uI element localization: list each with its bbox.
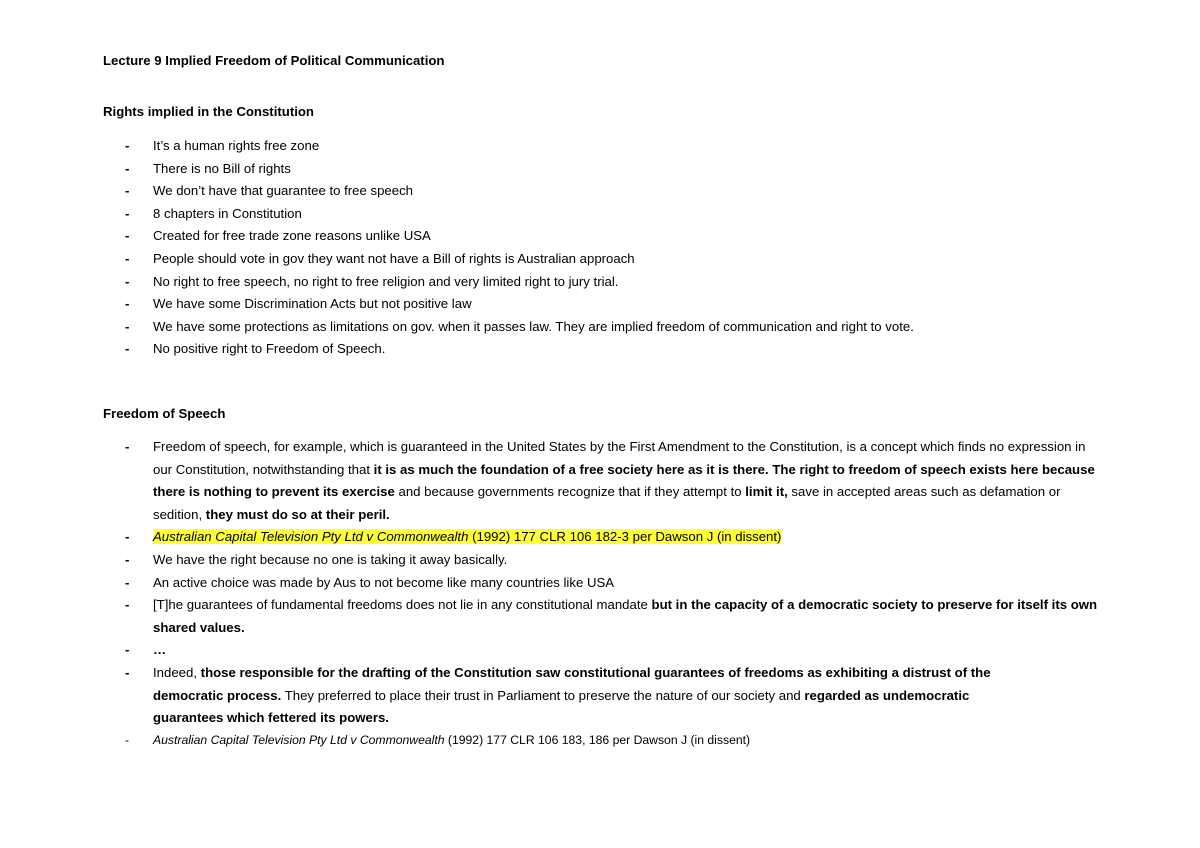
list-item: - No right to free speech, no right to free religion and very limited right to jury trial. [125, 273, 619, 289]
list-item: - People should vote in gov they want not have a Bill of rights is Australian approach [125, 250, 635, 266]
list-item: - We don’t have that guarantee to free speech [125, 183, 414, 199]
highlighted-citation: Australian Capital Television Pty Ltd v Commonwealth (1992) 177 CLR 106 182-3 per Dawson J (in dissent) [153, 529, 782, 545]
list-item: - No positive right to Freedom of Speech. [125, 341, 386, 357]
list-item-citation-highlighted: - Australian Capital Television Pty Ltd v Commonwealth (1992) 177 CLR 106 182-3 per Dawson J (in dissent) [125, 529, 782, 545]
list-item: - Created for free trade zone reasons unlike USA [125, 228, 431, 244]
list-item-quote-drafting: - Indeed, those responsible for the drafting of the Constitution saw constitutional guarantees of freedoms as exhibiting a distrust of the democratic process. They preferred to place their trust in Parliament to preserve the nature of our society and regarded as undemocratic guarantees which fettered its powers. [125, 664, 991, 726]
list-item: - 8 chapters in Constitution [125, 205, 302, 221]
list-item: - We have some protections as limitations on gov. when it passes law. They are implied freedom of communication and right to vote. [125, 318, 914, 334]
list-item: - It’s a human rights free zone [125, 138, 320, 153]
list-item-quote-guarantees: - [T]he guarantees of fundamental freedoms does not lie in any constitutional mandate but in the capacity of a democratic society to preserve for itself its own shared values. [125, 597, 1098, 635]
document-title: Lecture 9 Implied Freedom of Political Communication [103, 53, 445, 68]
list-item: - We have some Discrimination Acts but not positive law [125, 296, 472, 312]
list-item-citation: - Australian Capital Television Pty Ltd v Commonwealth (1992) 177 CLR 106 183, 186 per Dawson J (in dissent) [125, 732, 751, 747]
list-item: - An active choice was made by Aus to not become like many countries like USA [125, 574, 615, 590]
rights-list [103, 135, 1103, 361]
section-heading-rights: Rights implied in the Constitution [103, 104, 314, 119]
freedom-of-speech-list [103, 436, 1103, 750]
list-item-quote-first-amendment: - Freedom of speech, for example, which is guaranteed in the United States by the First Amendment to the Constitution, is a concept which finds no expression in our Constitution, notwithstanding that it is as much the foundation of a free society here as it is there. The right to freedom of speech exists here because there is nothing to prevent its exercise and because governments recognize that if they attempt to limit it, save in accepted areas such as defamation or sedition, they must do so at their peril. [125, 439, 1095, 522]
section-heading-freedom-of-speech: Freedom of Speech [103, 406, 226, 421]
list-item: - There is no Bill of rights [125, 160, 291, 176]
list-item-ellipsis: - … [125, 642, 167, 658]
list-item: - We have the right because no one is taking it away basically. [125, 551, 508, 567]
